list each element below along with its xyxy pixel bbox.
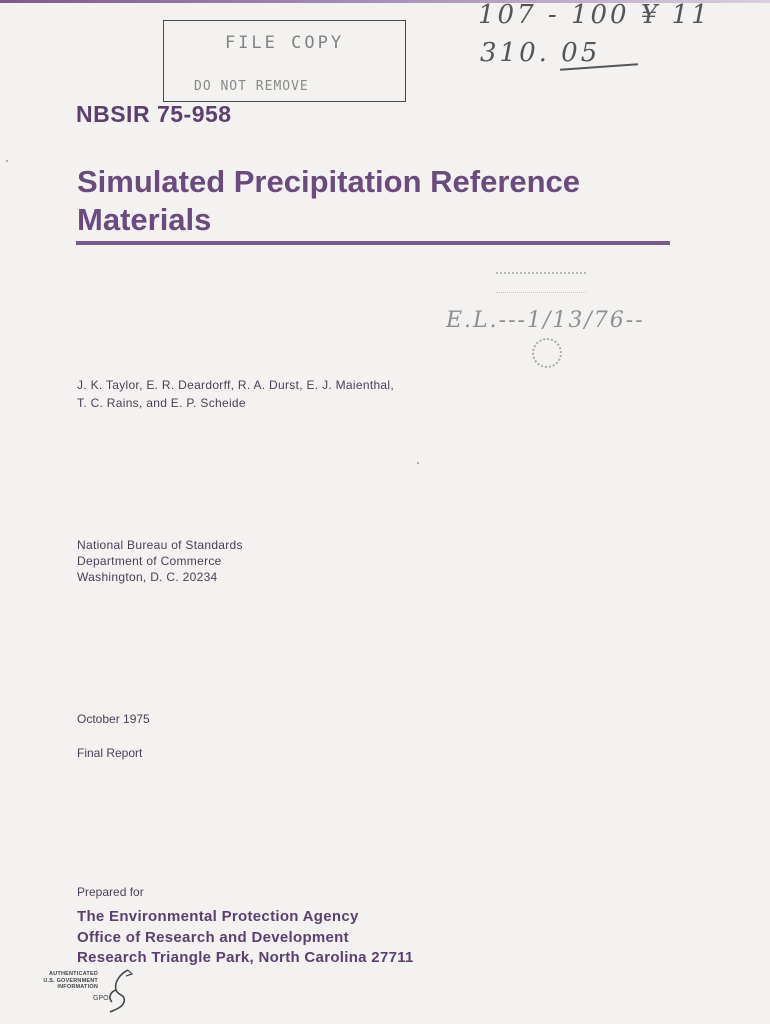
received-date-stamp — [446, 268, 666, 368]
received-date-text: E.L.---1/13/76-- — [446, 308, 645, 333]
gpo-text-line: AUTHENTICATED — [49, 971, 98, 977]
title-rule — [76, 241, 670, 245]
paper-speck — [6, 160, 8, 162]
authors-line-2: T. C. Rains, and E. P. Scheide — [77, 396, 246, 410]
institution-line-1: National Bureau of Standards — [77, 538, 243, 552]
document-title — [77, 163, 697, 239]
institution-line-2: Department of Commerce — [77, 554, 222, 568]
stamp-seal-mark — [532, 338, 562, 368]
title-line-2: Materials — [77, 202, 212, 237]
agency-line-2: Office of Research and Development — [77, 928, 349, 946]
gpo-text-line: INFORMATION — [57, 984, 98, 990]
sponsoring-agency — [77, 907, 414, 969]
authors-line-1: J. K. Taylor, E. R. Deardorff, R. A. Durst, E. J. Maienthal, — [77, 378, 395, 392]
institution-line-3: Washington, D. C. 20234 — [77, 570, 218, 584]
gpo-authentication-seal — [18, 968, 143, 1018]
authors — [77, 376, 394, 412]
stamp-line-1: FILE COPY — [224, 33, 345, 53]
report-number: NBSIR 75-958 — [76, 101, 232, 127]
agency-line-3: Research Triangle Park, North Carolina 27711 — [77, 949, 414, 966]
stamp-line-2: DO NOT REMOVE — [194, 79, 309, 94]
gpo-seal-text — [18, 971, 98, 991]
publication-date: October 1975 — [77, 712, 150, 726]
agency-line-1: The Environmental Protection Agency — [77, 908, 359, 925]
paper-speck — [417, 462, 419, 464]
file-copy-stamp — [163, 20, 406, 102]
gpo-label: GPO — [93, 995, 109, 1002]
title-line-1: Simulated Precipitation Reference — [77, 164, 581, 199]
report-type: Final Report — [77, 746, 143, 760]
institution-address — [77, 537, 243, 585]
eagle-icon — [106, 968, 136, 1014]
handwritten-number-2: 310. 05 — [480, 38, 601, 68]
prepared-for-label: Prepared for — [77, 885, 144, 899]
stamp-smudge — [496, 272, 586, 293]
handwritten-number-1: 107 - 100 ¥ 11 — [478, 0, 711, 30]
gpo-text-line: U.S. GOVERNMENT — [43, 977, 98, 984]
